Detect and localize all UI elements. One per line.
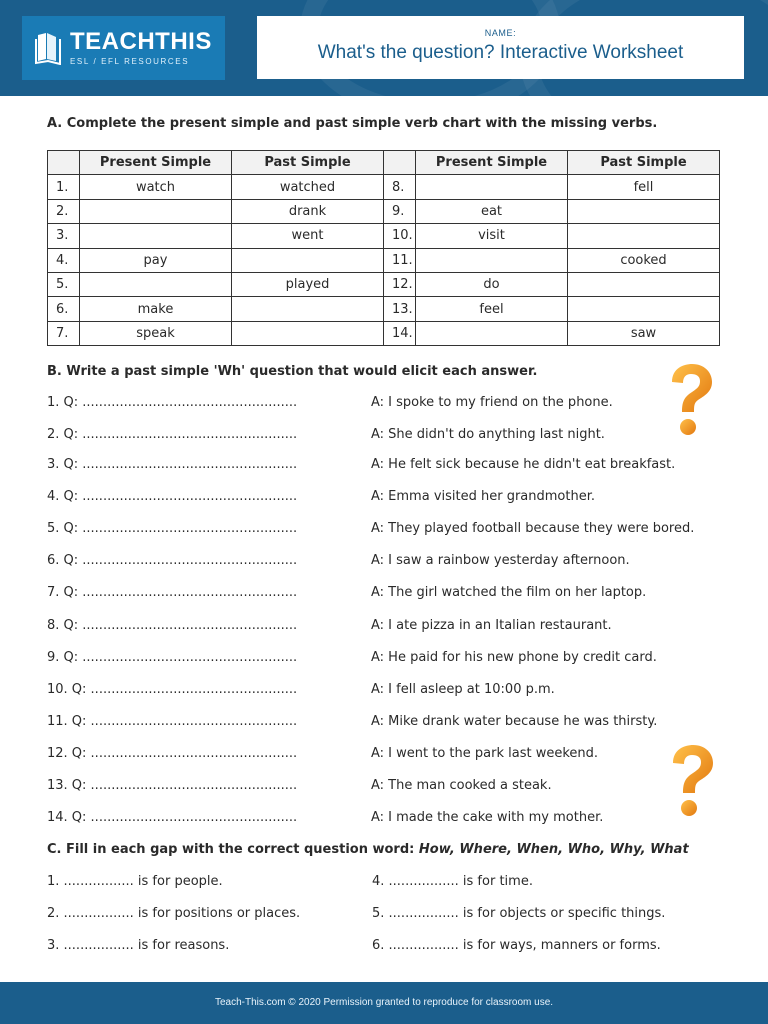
- answer-text: A: They played football because they were bored.: [371, 521, 695, 536]
- header-blank: [48, 151, 80, 175]
- answer-text: A: I ate pizza in an Italian restaurant.: [371, 618, 612, 633]
- list-item: [47, 618, 612, 633]
- logo-title: TEACHTHIS: [70, 28, 212, 55]
- answer-text: A: The girl watched the film on her laptop.: [371, 585, 647, 600]
- list-item: [47, 810, 604, 825]
- list-item: [47, 395, 613, 410]
- past-cell[interactable]: [232, 248, 384, 272]
- list-item: [47, 553, 630, 568]
- present-cell[interactable]: pay: [80, 248, 232, 272]
- past-cell[interactable]: went: [232, 224, 384, 248]
- fill-gap-item[interactable]: 6. ................. is for ways, manners or forms.: [372, 938, 661, 953]
- question-blank[interactable]: 14. Q: ..................................................: [47, 810, 298, 825]
- past-cell[interactable]: [568, 224, 720, 248]
- row-number: 6.: [48, 297, 80, 321]
- list-item: [47, 682, 555, 697]
- footer-banner: [0, 982, 768, 1024]
- present-cell[interactable]: [80, 224, 232, 248]
- question-words: How, Where, When, Who, Why, What: [418, 842, 689, 857]
- book-icon: [34, 31, 64, 65]
- row-number: 5.: [48, 272, 80, 296]
- answer-text: A: The man cooked a steak.: [371, 778, 552, 793]
- row-number: 9.: [384, 199, 416, 223]
- table-row: [48, 199, 720, 223]
- answer-text: A: He paid for his new phone by credit card.: [371, 650, 657, 665]
- answer-text: A: He felt sick because he didn't eat breakfast.: [371, 457, 676, 472]
- verb-chart: [47, 150, 720, 346]
- row-number: 2.: [48, 199, 80, 223]
- list-item: [47, 778, 552, 793]
- row-number: 8.: [384, 175, 416, 199]
- table-row: [48, 272, 720, 296]
- past-cell[interactable]: cooked: [568, 248, 720, 272]
- answer-text: A: Emma visited her grandmother.: [371, 489, 595, 504]
- table-row: [48, 175, 720, 199]
- present-cell[interactable]: feel: [416, 297, 568, 321]
- question-blank[interactable]: 10. Q: ..................................................: [47, 682, 298, 697]
- answer-text: A: I fell asleep at 10:00 p.m.: [371, 682, 555, 697]
- answer-text: A: Mike drank water because he was thirsty.: [371, 714, 658, 729]
- question-blank[interactable]: 12. Q: ..................................................: [47, 746, 298, 761]
- logo-subtitle: ESL / EFL RESOURCES: [70, 57, 190, 66]
- verb-chart-header: [48, 151, 720, 175]
- fill-gap-item[interactable]: 2. ................. is for positions or places.: [47, 906, 301, 921]
- fill-gap-item[interactable]: 4. ................. is for time.: [372, 874, 533, 889]
- section-a-heading: A. Complete the present simple and past simple verb chart with the missing verbs.: [47, 116, 658, 131]
- list-item: [47, 489, 595, 504]
- footer-text: Teach-This.com © 2020 Permission granted to reproduce for classroom use.: [214, 997, 554, 1008]
- row-number: 7.: [48, 321, 80, 345]
- list-item: [47, 427, 605, 442]
- header-banner: [0, 0, 768, 96]
- table-row: [48, 321, 720, 345]
- present-cell[interactable]: watch: [80, 175, 232, 199]
- answer-text: A: She didn't do anything last night.: [371, 427, 605, 442]
- name-label: NAME:: [484, 28, 517, 38]
- question-blank[interactable]: 8. Q: ....................................................: [47, 618, 298, 633]
- list-item: [47, 746, 599, 761]
- present-cell[interactable]: do: [416, 272, 568, 296]
- question-blank[interactable]: 6. Q: ....................................................: [47, 553, 298, 568]
- question-blank[interactable]: 4. Q: ....................................................: [47, 489, 298, 504]
- row-number: 4.: [48, 248, 80, 272]
- section-b-heading: B. Write a past simple 'Wh' question that would elicit each answer.: [47, 364, 538, 379]
- past-cell[interactable]: played: [232, 272, 384, 296]
- past-cell[interactable]: [568, 199, 720, 223]
- table-row: [48, 224, 720, 248]
- question-blank[interactable]: 13. Q: ..................................................: [47, 778, 298, 793]
- present-cell[interactable]: visit: [416, 224, 568, 248]
- answer-text: A: I saw a rainbow yesterday afternoon.: [371, 553, 630, 568]
- worksheet-title: What's the question? Interactive Worksheet: [317, 42, 684, 63]
- row-number: 11.: [384, 248, 416, 272]
- past-cell[interactable]: [568, 272, 720, 296]
- present-cell[interactable]: [416, 321, 568, 345]
- row-number: 10.: [384, 224, 416, 248]
- header-present: Present Simple: [80, 151, 232, 175]
- answer-text: A: I made the cake with my mother.: [371, 810, 604, 825]
- question-mark-icon: [664, 362, 714, 442]
- table-row: [48, 248, 720, 272]
- list-item: [47, 521, 695, 536]
- past-cell[interactable]: [232, 321, 384, 345]
- header-past: Past Simple: [568, 151, 720, 175]
- header-past: Past Simple: [232, 151, 384, 175]
- section-c-heading-text: C. Fill in each gap with the correct question word:: [47, 842, 419, 857]
- past-cell[interactable]: [232, 297, 384, 321]
- fill-gap-item[interactable]: 3. ................. is for reasons.: [47, 938, 230, 953]
- fill-gap-item[interactable]: 1. ................. is for people.: [47, 874, 223, 889]
- title-panel: [257, 16, 744, 79]
- row-number: 3.: [48, 224, 80, 248]
- header-blank: [384, 151, 416, 175]
- present-cell[interactable]: speak: [80, 321, 232, 345]
- question-blank[interactable]: 11. Q: ..................................................: [47, 714, 298, 729]
- question-blank[interactable]: 3. Q: ....................................................: [47, 457, 298, 472]
- row-number: 1.: [48, 175, 80, 199]
- present-cell[interactable]: [80, 272, 232, 296]
- logo: [22, 16, 225, 80]
- table-row: [48, 297, 720, 321]
- past-cell[interactable]: fell: [568, 175, 720, 199]
- present-cell[interactable]: [416, 175, 568, 199]
- answer-text: A: I spoke to my friend on the phone.: [371, 395, 613, 410]
- past-cell[interactable]: watched: [232, 175, 384, 199]
- fill-gap-item[interactable]: 5. ................. is for objects or specific things.: [372, 906, 666, 921]
- question-mark-icon: [665, 743, 715, 823]
- list-item: [47, 650, 657, 665]
- present-cell[interactable]: eat: [416, 199, 568, 223]
- header-present: Present Simple: [416, 151, 568, 175]
- question-blank[interactable]: 1. Q: ....................................................: [47, 395, 298, 410]
- present-cell[interactable]: [416, 248, 568, 272]
- row-number: 14.: [384, 321, 416, 345]
- past-cell[interactable]: drank: [232, 199, 384, 223]
- question-blank[interactable]: 2. Q: ....................................................: [47, 427, 298, 442]
- row-number: 12.: [384, 272, 416, 296]
- present-cell[interactable]: make: [80, 297, 232, 321]
- question-blank[interactable]: 9. Q: ....................................................: [47, 650, 298, 665]
- question-blank[interactable]: 7. Q: ....................................................: [47, 585, 298, 600]
- list-item: [47, 457, 676, 472]
- row-number: 13.: [384, 297, 416, 321]
- past-cell[interactable]: [568, 297, 720, 321]
- list-item: [47, 714, 658, 729]
- answer-text: A: I went to the park last weekend.: [371, 746, 599, 761]
- present-cell[interactable]: [80, 199, 232, 223]
- list-item: [47, 585, 647, 600]
- section-c-heading: [47, 842, 689, 857]
- question-blank[interactable]: 5. Q: ....................................................: [47, 521, 298, 536]
- past-cell[interactable]: saw: [568, 321, 720, 345]
